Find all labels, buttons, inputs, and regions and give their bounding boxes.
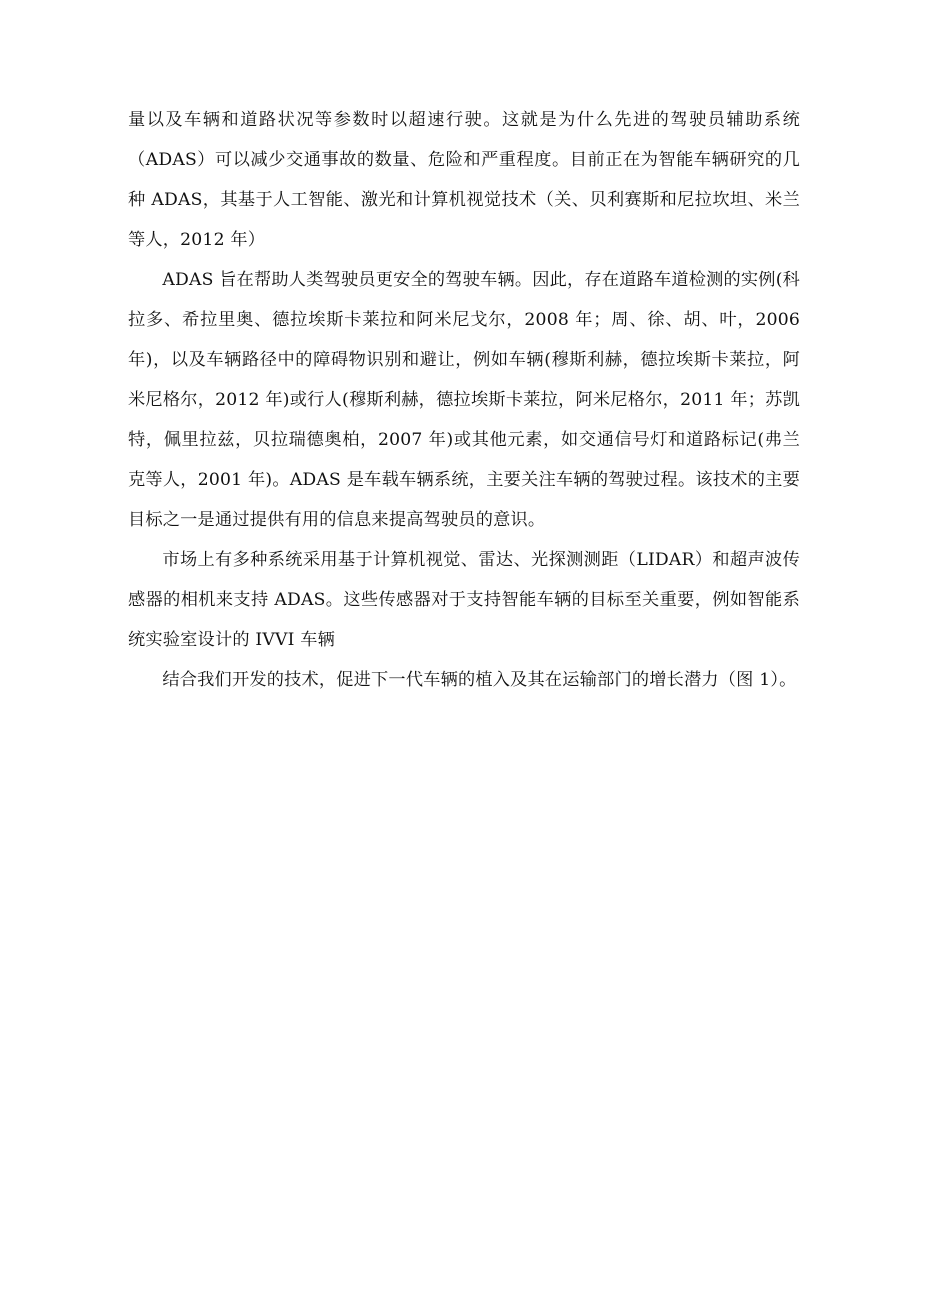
paragraph-4: 结合我们开发的技术，促进下一代车辆的植入及其在运输部门的增长潜力（图 1）。 [162,670,797,690]
paragraph-2: ADAS 旨在帮助人类驾驶员更安全的驾驶车辆。因此，存在道路车道检测的实例(科拉多、希拉里奥、德拉埃斯卡莱拉和阿米尼戈尔，2008 年；周、徐、胡、叶，2006 年)，以及车辆路径中的障碍物识别和避让，例如车辆(穆斯利赫，德拉埃斯卡莱拉，阿米尼格尔，2012 年)或行人(穆斯利赫，德拉埃斯卡莱拉，阿米尼格尔，2011 年；苏凯特，佩里拉兹，贝拉瑞德奥柏，2007 年)或其他元素，如交通信号灯和道路标记(弗兰克等人，2001 年)。ADAS 是车载车辆系统，主要关注车辆的驾驶过程。该技术的主要目标之一是通过提供有用的信息来提高驾驶员的意识。 [128,270,800,530]
paragraph-1: 量以及车辆和道路状况等参数时以超速行驶。这就是为什么先进的驾驶员辅助系统（ADAS）可以减少交通事故的数量、危险和严重程度。目前正在为智能车辆研究的几种 ADAS，其基于人工智能、激光和计算机视觉技术（关、贝利赛斯和尼拉坎坦、米兰等人，2012 年） [128,110,800,250]
document-body [128,100,800,700]
paragraph-3: 市场上有多种系统采用基于计算机视觉、雷达、光探测测距（LIDAR）和超声波传感器的相机来支持 ADAS。这些传感器对于支持智能车辆的目标至关重要，例如智能系统实验室设计的 IVVI 车辆 [128,550,800,650]
